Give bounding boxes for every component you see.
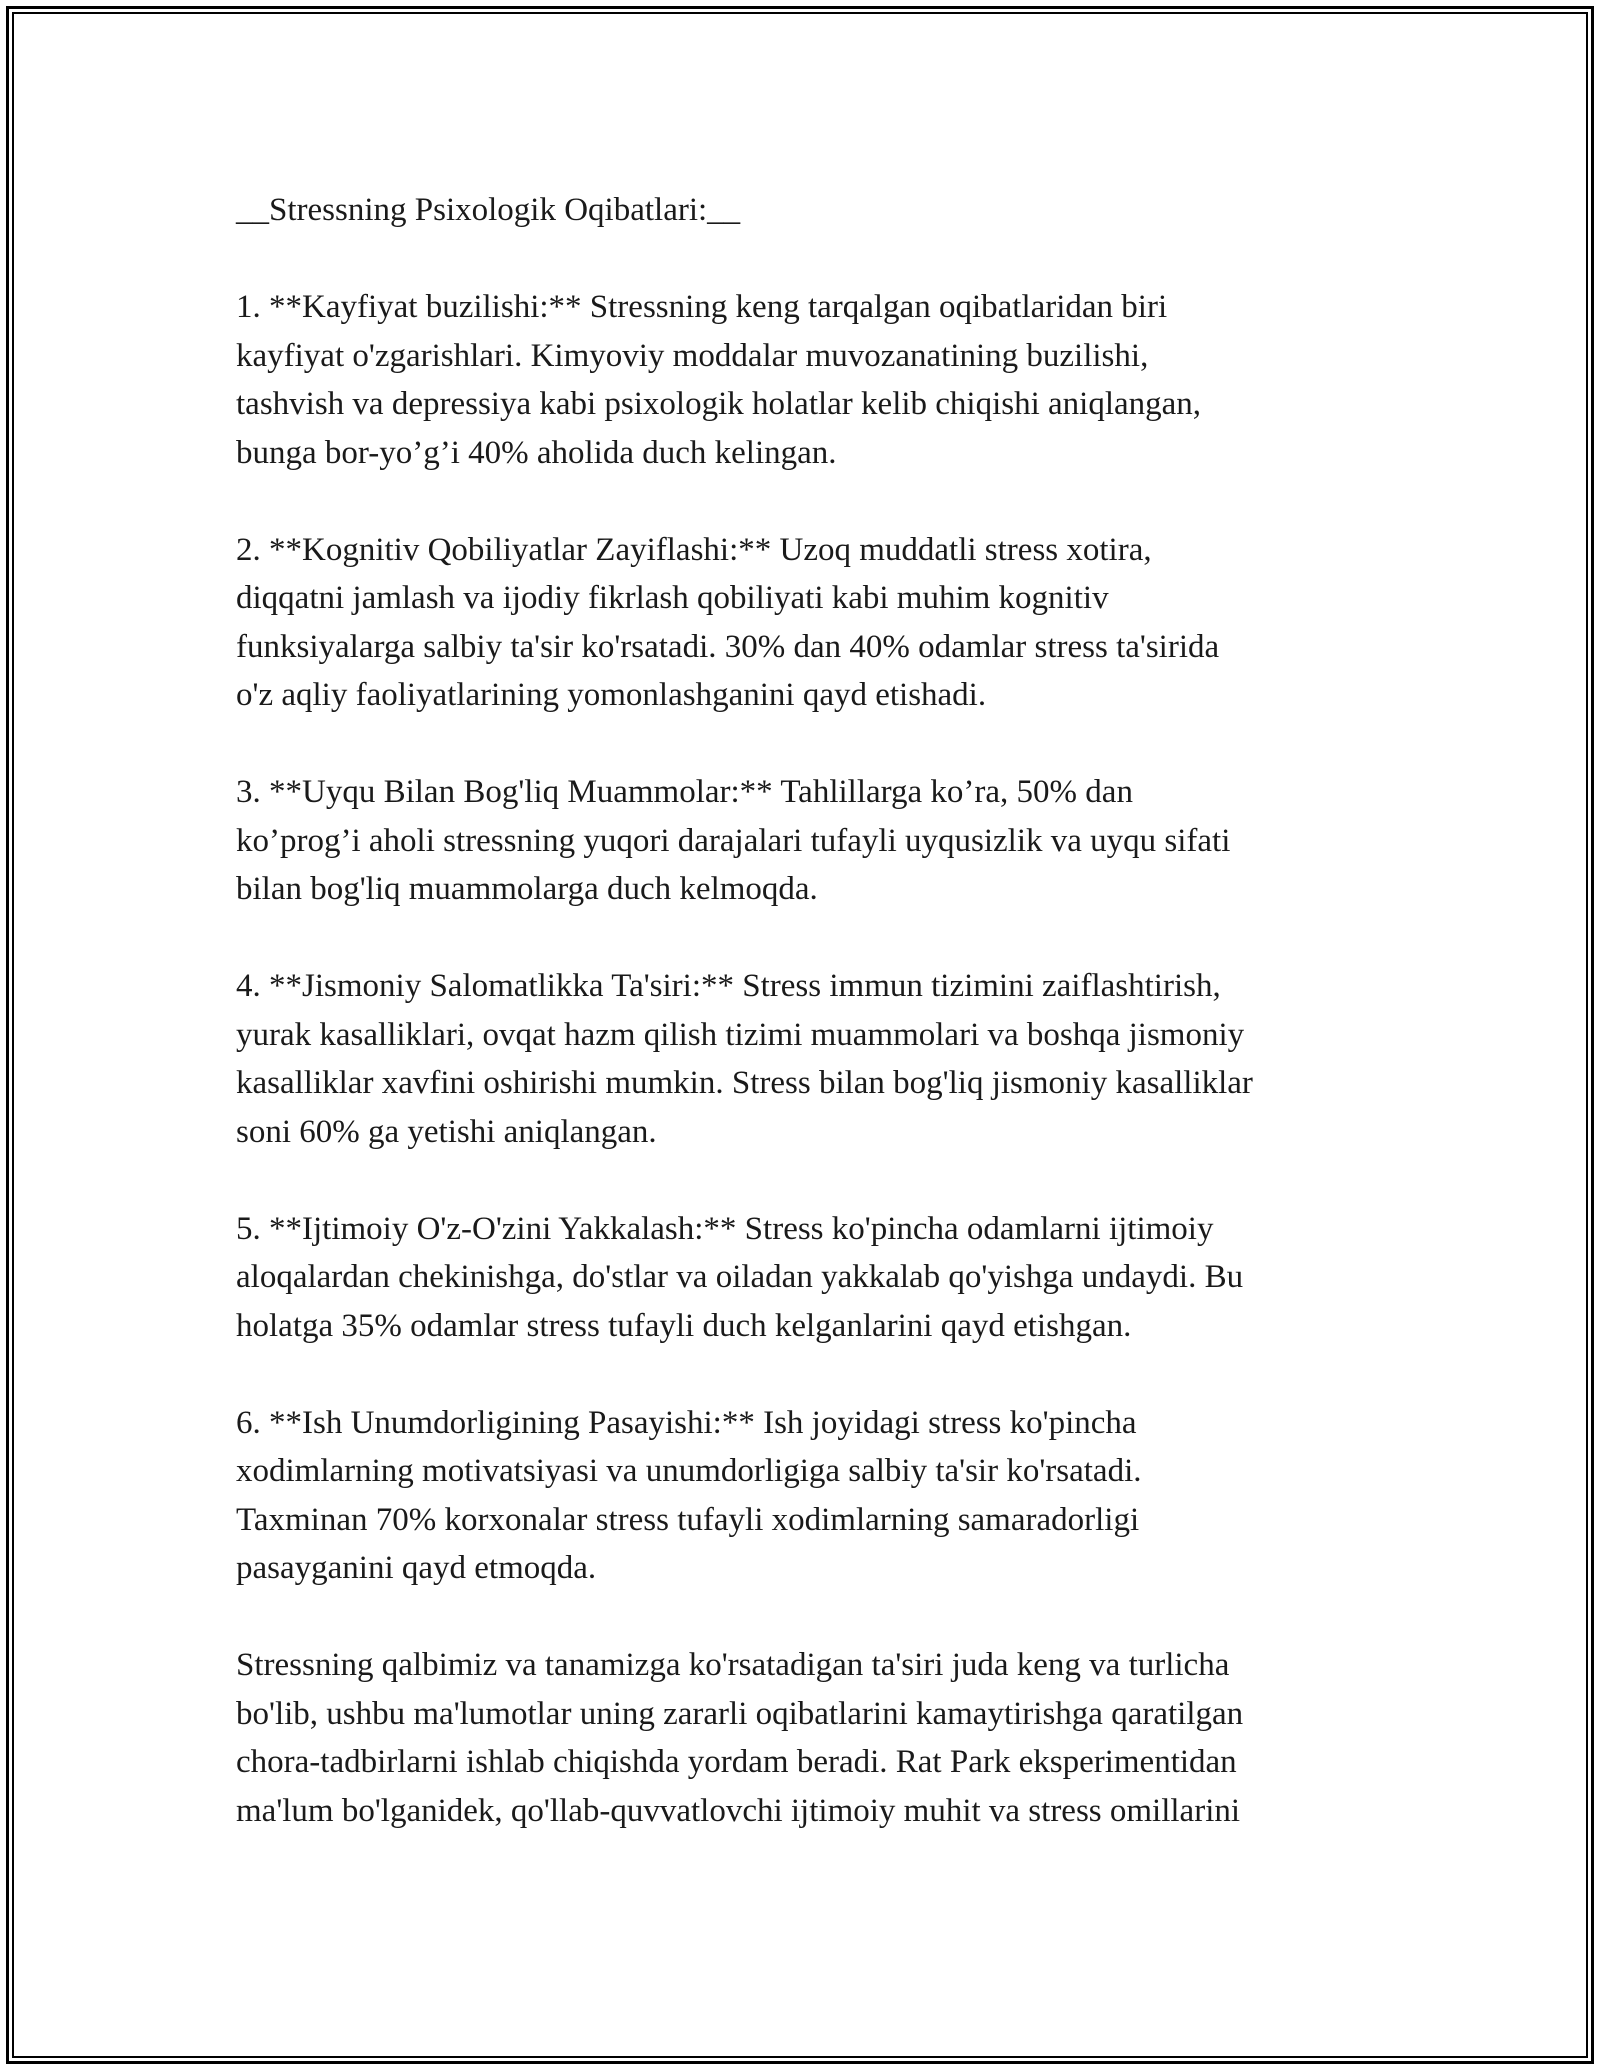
text-line: 1. **Kayfiyat buzilishi:** Stressning keng tarqalgan oqibatlaridan biri [236, 289, 1168, 325]
text-line: 2. **Kognitiv Qobiliyatlar Zayiflashi:** Uzoq muddatli stress xotira, [236, 531, 1152, 568]
text-line: chora-tadbirlarni ishlab chiqishda yordam beradi. Rat Park eksperimentidan [236, 1744, 1237, 1780]
closing-paragraph [236, 1641, 1376, 1835]
paragraph-gap [236, 477, 1376, 526]
paragraph-gap [236, 914, 1376, 963]
paragraph-gap [236, 720, 1376, 769]
text-line: diqqatni jamlash va ijodiy fikrlash qobiliyati kabi muhim kognitiv [236, 580, 1109, 616]
text-line: bilan bog'liq muammolarga duch kelmoqda. [236, 871, 818, 907]
text-line: o'z aqliy faoliyatlarining yomonlashganini qayd etishadi. [236, 677, 987, 713]
paragraph-gap [236, 1593, 1376, 1642]
text-line: soni 60% ga yetishi aniqlangan. [236, 1113, 657, 1150]
text-line: pasayganini qayd etmoqda. [236, 1550, 597, 1586]
paragraph-gap [236, 235, 1376, 284]
text-line: ma'lum bo'lganidek, qo'llab-quvvatlovchi ijtimoiy muhit va stress omillarini [236, 1792, 1241, 1829]
text-line: bunga bor-yo’g’i 40% aholida duch kelingan. [236, 434, 837, 471]
list-item-5 [236, 1205, 1376, 1351]
text-line: bo'lib, ushbu ma'lumotlar uning zararli oqibatlarini kamaytirishga qaratilgan [236, 1695, 1244, 1732]
list-item-2 [236, 526, 1376, 720]
text-line: Stressning qalbimiz va tanamizga ko'rsatadigan ta'siri juda keng va turlicha [236, 1647, 1230, 1683]
text-line: kasalliklar xavfini oshirishi mumkin. Stress bilan bog'liq jismoniy kasalliklar [236, 1065, 1253, 1101]
text-line: 4. **Jismoniy Salomatlikka Ta'siri:** Stress immun tizimini zaiflashtirish, [236, 968, 1221, 1004]
text-line: funksiyalarga salbiy ta'sir ko'rsatadi. 30% dan 40% odamlar stress ta'sirida [236, 628, 1220, 665]
document-heading: __Stressning Psixologik Oqibatlari:__ [236, 192, 741, 228]
list-item-4 [236, 962, 1376, 1156]
text-line: holatga 35% odamlar stress tufayli duch kelganlarini qayd etishgan. [236, 1307, 1132, 1344]
text-line: aloqalardan chekinishga, do'stlar va oiladan yakkalab qo'yishga undaydi. Bu [236, 1259, 1244, 1295]
text-line: kayfiyat o'zgarishlari. Kimyoviy moddalar muvozanatining buzilishi, [236, 337, 1149, 374]
text-line: xodimlarning motivatsiyasi va unumdorligiga salbiy ta'sir ko'rsatadi. [236, 1453, 1142, 1489]
list-item-6 [236, 1399, 1376, 1593]
text-line: 3. **Uyqu Bilan Bog'liq Muammolar:** Tahlillarga ko’ra, 50% dan [236, 774, 1133, 810]
list-item-3 [236, 768, 1376, 914]
list-item-1 [236, 283, 1376, 477]
text-line: yurak kasalliklari, ovqat hazm qilish tizimi muammolari va boshqa jismoniy [236, 1016, 1245, 1053]
document-body [236, 186, 1376, 1835]
text-line: Taxminan 70% korxonalar stress tufayli xodimlarning samaradorligi [236, 1501, 1140, 1538]
text-line: 6. **Ish Unumdorligining Pasayishi:** Ish joyidagi stress ko'pincha [236, 1404, 1137, 1441]
paragraph-gap [236, 1350, 1376, 1399]
text-line: tashvish va depressiya kabi psixologik holatlar kelib chiqishi aniqlangan, [236, 386, 1202, 422]
paragraph-gap [236, 1156, 1376, 1205]
text-line: ko’prog’i aholi stressning yuqori darajalari tufayli uyqusizlik va uyqu sifati [236, 822, 1231, 859]
text-line: 5. **Ijtimoiy O'z-O'zini Yakkalash:** Stress ko'pincha odamlarni ijtimoiy [236, 1210, 1214, 1247]
